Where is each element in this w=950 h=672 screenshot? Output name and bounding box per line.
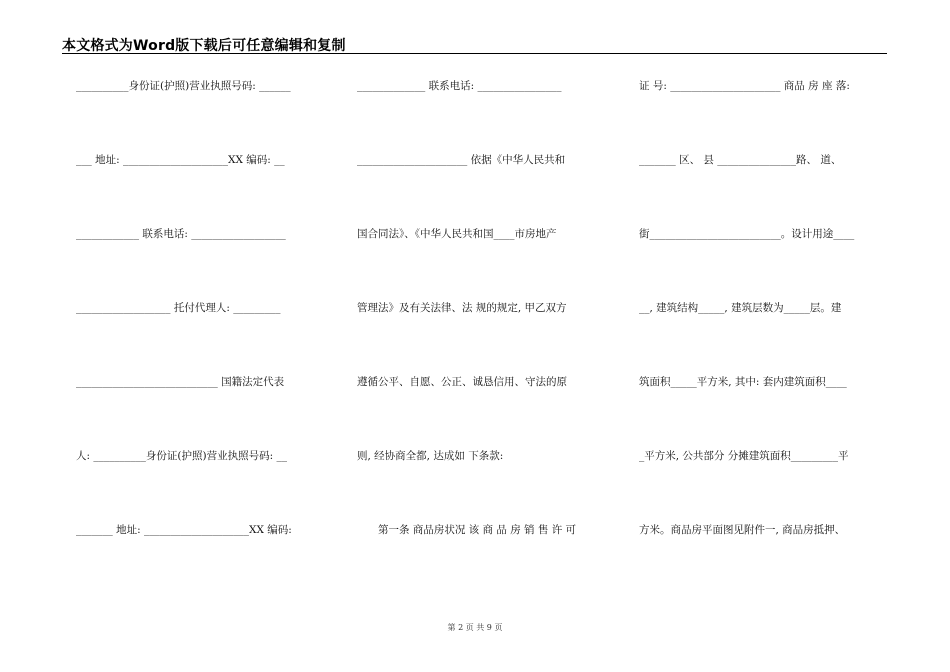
text-line: 街_________________________。设计用途____ bbox=[639, 228, 855, 240]
text-line: ___________________________ 国籍法定代表 bbox=[76, 376, 285, 388]
text-line: 筑面积_____平方米, 其中: 套内建筑面积____ bbox=[639, 376, 847, 388]
text-line: 证 号: _____________________ 商品 房 座 落: bbox=[639, 80, 850, 92]
text-line: __________身份证(护照)营业执照号码: ______ bbox=[76, 80, 291, 92]
header-divider bbox=[62, 53, 887, 54]
text-line: _____________________ 依据《中华人民共和 bbox=[357, 154, 566, 166]
text-line: _______ 地址: ____________________XX 编码: bbox=[76, 524, 292, 536]
text-line: 人: __________身份证(护照)营业执照号码: __ bbox=[76, 450, 287, 462]
text-line: 第一条 商品房状况 该 商 品 房 销 售 许 可 bbox=[357, 524, 577, 536]
text-line: ____________ 联系电话: __________________ bbox=[76, 228, 286, 240]
text-column-left bbox=[76, 76, 324, 540]
text-column-right bbox=[639, 76, 889, 540]
text-line: _平方米, 公共部分 分摊建筑面积_________平 bbox=[639, 450, 849, 462]
text-column-middle bbox=[357, 76, 607, 540]
text-line: _______ 区、 县 _______________路、 道、 bbox=[639, 154, 842, 166]
text-line: 则, 经协商全都, 达成如 下条款: bbox=[357, 450, 504, 462]
text-line: 国合同法》、《中华人民共和国____市房地产 bbox=[357, 228, 557, 240]
text-line: __, 建筑结构_____, 建筑层数为_____层。建 bbox=[639, 302, 842, 314]
text-line: 管理法》及有关法律、法 规的规定, 甲乙双方 bbox=[357, 302, 567, 314]
page-number: 第 2 页 共 9 页 bbox=[447, 623, 503, 632]
text-line: 方米。商品房平面图见附件一, 商品房抵押、 bbox=[639, 524, 846, 536]
text-line: 遵循公平、自愿、公正、诚恳信用、守法的原 bbox=[357, 376, 567, 388]
text-line: _____________ 联系电话: ________________ bbox=[357, 80, 562, 92]
text-line: __________________ 托付代理人: _________ bbox=[76, 302, 281, 314]
document-header-title: 本文格式为Word版下载后可任意编辑和复制 bbox=[62, 38, 346, 54]
text-line: ___ 地址: ____________________XX 编码: __ bbox=[76, 154, 285, 166]
